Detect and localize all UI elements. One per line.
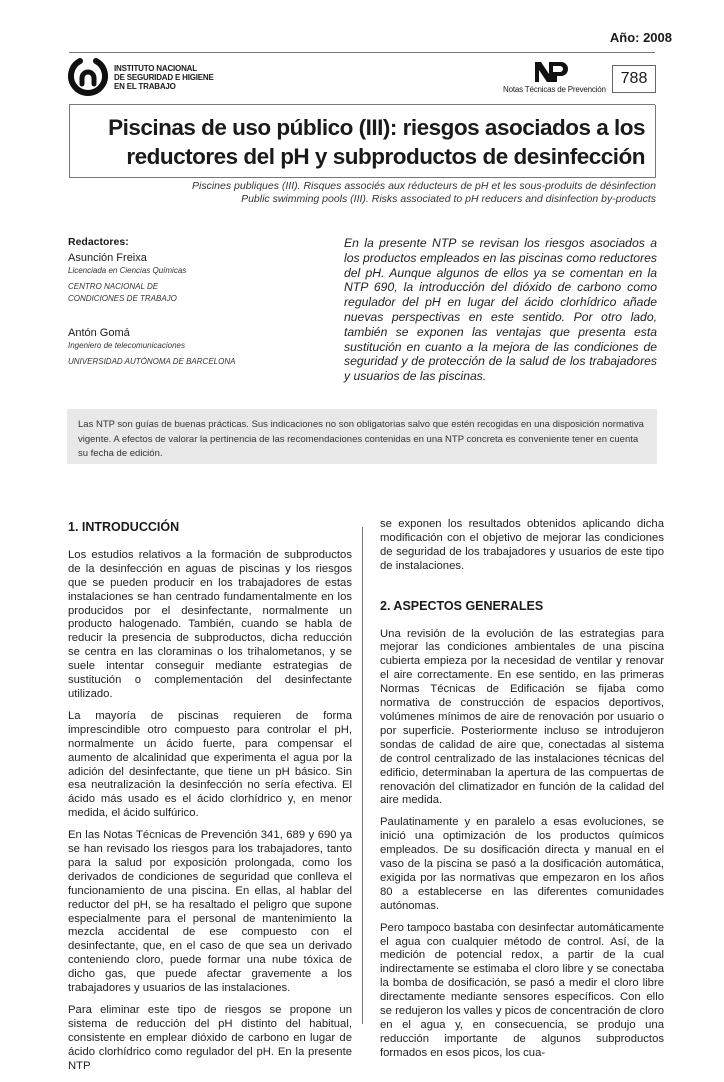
column-divider (362, 527, 363, 1024)
column-left (68, 521, 352, 1082)
series-caption: Notas Técnicas de Prevención (503, 85, 606, 94)
paragraph: Los estudios relativos a la formación de subproductos de la desinfección en aguas de piscinas y los riesgos que se pueden producir en los trabajadores de estas instalaciones se han centrado fundamentalmente en los producidos por el desinfectante, normalmente un producto halogenado. También, cuando se habla de reducir la presencia de subproductos, dicha reducción se centra en las cloraminas o los trihalometanos, y se suele intentar conseguir mediante estrategias de sustitución o complementación del desinfectante utilizado. (68, 548, 352, 700)
page-title (108, 113, 645, 171)
institute-line: EN EL TRABAJO (114, 82, 176, 91)
paragraph: La mayoría de piscinas requieren de forma imprescindible otro compuesto para controlar el pH, normalmente un ácido fuerte, para compensar el aumento de alcalinidad que experimenta el agua por la adición del desinfectante, que tiene un pH básico. Sin esa neutralización la desinfección no sería efectiva. El ácido más usado es el ácido clorhídrico y, en menor medida, el ácido sulfúrico. (68, 709, 352, 820)
paragraph: Una revisión de la evolución de las estrategias para mejorar las condiciones ambientales de una piscina cubierta empieza por la necesidad de ventilar y renovar el aire correctamente. En ese sentido, en las primeras Normas Técnicas de Edificación se fijaba como normativa de construcción de espacios deportivos, volúmenes mínimos de aire de renovación por usuario o por superficie. Posteriormente incluso se introdujeron sondas de calidad de aire que, conectadas al sistema de control centralizado de las instalaciones técnicas del edificio, determinaban la apertura de las compuertas de renovación del climatizador en función de la calidad del aire medida. (380, 627, 664, 807)
paragraph: se exponen los resultados obtenidos aplicando dicha modificación con el objetivo de mejorar las condiciones de seguridad de los trabajadores y usuarios de este tipo de instalaciones. (380, 518, 664, 572)
authors-block (68, 236, 235, 368)
translated-titles (192, 180, 656, 206)
disclaimer-text: Las NTP son guías de buenas prácticas. Sus indicaciones no son obligatorias salvo que estén recogidas en una disposición normativa vigente. A efectos de valorar la pertinencia de las recomendaciones contenidas en una NTP concreta es conveniente tener en cuenta su fecha de edición. (78, 419, 644, 459)
author-organization (68, 356, 235, 368)
section-heading-introduccion: 1. INTRODUCCIÓN (68, 520, 180, 534)
insht-logo-icon (68, 56, 108, 96)
header-rule (69, 52, 655, 53)
section-heading-aspectos-generales: 2. ASPECTOS GENERALES (380, 598, 544, 613)
author-name: Asunción Freixa (68, 252, 147, 264)
institute-name (114, 64, 214, 91)
title-line: Piscinas de uso público (III): riesgos asociados a los (108, 115, 645, 140)
author-degree: Licenciada en Ciencias Químicas (68, 266, 187, 275)
column-right (380, 518, 664, 1069)
subtitle-french: Piscines publiques (III). Risques associés aux réducteurs de pH et les sous-produits de désinfection (192, 180, 656, 192)
abstract: En la presente NTP se revisan los riesgos asociados a los productos empleados en las piscinas como reductores del pH. Aunque algunos de ellos ya se comentan en la NTP 690, la introducción del dióxido de carbono como regulador del pH en lugar del ácido clorhídrico añade nuevas perspectivas en este sentido. Por otro lado, también se exponen las ventajas que presenta esta sustitución en cuanto a la mejora de las condiciones de seguridad y de protección de la salud de los trabajadores y usuarios de las piscinas. (344, 236, 657, 384)
edition-year: Año: 2008 (609, 30, 672, 45)
ntp-logo-icon (534, 61, 570, 83)
paragraph: Para eliminar este tipo de riesgos se propone un sistema de reducción del pH distinto del habitual, consistente en emplear dióxido de carbono en lugar de ácido clorhídrico como regulador del pH. En la presente NTP (68, 1004, 352, 1072)
title-box (69, 105, 656, 178)
org-line: CENTRO NACIONAL DE (68, 282, 159, 291)
ntp-number: 788 (612, 65, 656, 93)
paragraph: En las Notas Técnicas de Prevención 341, 689 y 690 ya se han revisado los riesgos para los trabajadores, tanto para la salud por exposición prolongada, como los derivados de condiciones de seguridad que conlleva el funcionamiento de una piscina. En ellas, al hablar del reductor del pH, se ha resaltado el peligro que supone especialmente para el personal de mantenimiento la mezcla accidental de ese compuesto con el desinfectante, que, en el caso de que sea un derivado conteniendo cloro, puede formar una nube tóxica de dicho gas, que puede afectar gravemente a los trabajadores y usuarios de las instalaciones. (68, 829, 352, 995)
author-name: Antón Gomá (68, 327, 130, 339)
institute-line: DE SEGURIDAD E HIGIENE (114, 73, 214, 82)
title-line: reductores del pH y subproductos de desinfección (126, 144, 645, 169)
paragraph: Pero tampoco bastaba con desinfectar automáticamente el agua con cualquier método de control. Así, de la medición de potencial redox, a partir de la cual indirectamente se estimaba el cloro libre y se conectaba la bomba de dosificación, se pasó a medir el cloro libre directamente mediante sensores específicos. Con ello se redujeron los valles y picos de concentración de cloro en el agua y, en consecuencia, se produjo una reducción importante de algunos subproductos formados en esos picos, los cua- (380, 921, 664, 1059)
org-line: CONDICIONES DE TRABAJO (68, 294, 177, 303)
subtitle-english: Public swimming pools (III). Risks associated to pH reducers and disinfection by-products (241, 193, 656, 205)
author-degree: Ingeniero de telecomunicaciones (68, 341, 185, 350)
disclaimer-box (67, 409, 657, 464)
institute-line: INSTITUTO NACIONAL (114, 64, 197, 73)
author-organization (68, 281, 235, 305)
authors-heading: Redactores: (68, 236, 129, 248)
paragraph: Paulatinamente y en paralelo a esas evoluciones, se inició una optimización de los productos químicos empleados. De su dosificación directa y manual en el vaso de la piscina se pasó a la dosificación automática, exigida por las normativas que empezaron en los años 80 a establecerse en las diferentes comunidades autónomas. (380, 816, 664, 912)
org-line: UNIVERSIDAD AUTÓNOMA DE BARCELONA (68, 357, 236, 366)
